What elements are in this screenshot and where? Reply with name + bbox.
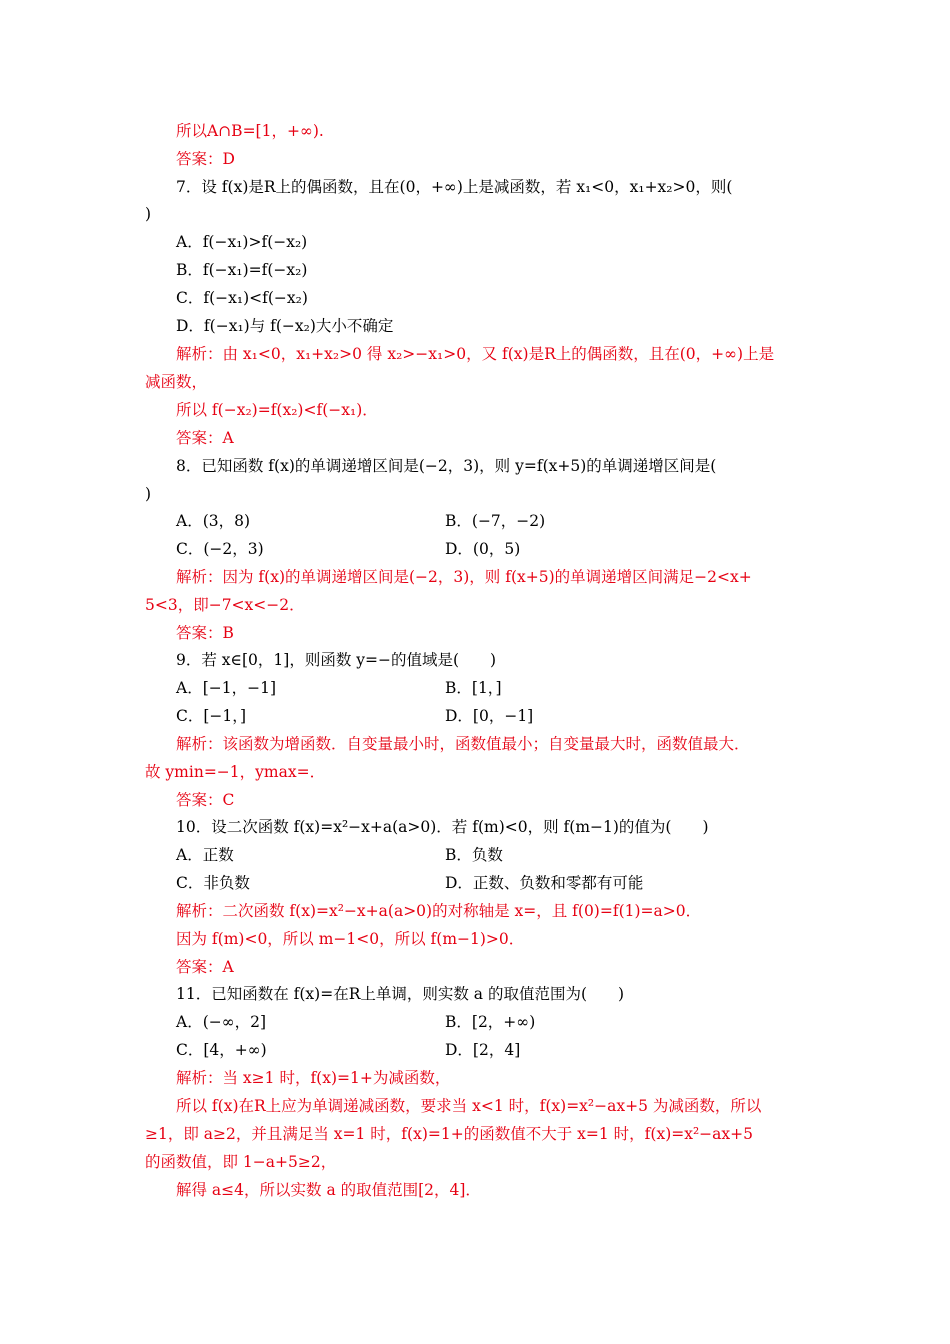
analysis-line: 5<3，即−7<x<−2． <box>145 596 305 614</box>
analysis-line: 的函数值，即 1−a+5≥2， <box>145 1153 337 1171</box>
option-a: A．(−∞，2] <box>176 1013 267 1031</box>
question-8: 8．已知函数 f(x)的单调递增区间是(−2，3)，则 y=f(x+5)的单调递增区间是( <box>176 457 717 475</box>
question-11: 11．已知函数在 f(x)=在R上单调，则实数 a 的取值范围为( ) <box>176 985 625 1003</box>
analysis-line: 解得 a≤4，所以实数 a 的取值范围[2，4]． <box>176 1181 481 1199</box>
option-c: C．非负数 <box>176 874 250 892</box>
question-7-paren: ) <box>145 205 152 223</box>
option-b: B．[2，+∞) <box>445 1013 536 1031</box>
analysis-line: 解析：二次函数 f(x)=x²−x+a(a>0)的对称轴是 x=，且 f(0)=f(1)=a>0． <box>176 902 702 920</box>
analysis-line: 减函数， <box>145 373 208 391</box>
option-a: A．f(−x₁)>f(−x₂) <box>176 233 308 251</box>
analysis-line: 解析：当 x≥1 时，f(x)=1+为减函数， <box>176 1069 451 1087</box>
option-a: A．(3，8) <box>176 512 251 530</box>
option-a: A．[−1，−1] <box>176 679 276 697</box>
analysis-line: 解析：该函数为增函数．自变量最小时，函数值最小；自变量最大时，函数值最大． <box>176 735 750 753</box>
analysis-line: 解析：因为 f(x)的单调递增区间是(−2，3)，则 f(x+5)的单调递增区间满足−2<x+ <box>176 568 752 586</box>
option-b: B．负数 <box>445 846 503 864</box>
analysis-line: 故 ymin=−1，ymax=． <box>145 763 326 781</box>
answer-line: 答案：C <box>176 791 235 809</box>
analysis-line: 因为 f(m)<0，所以 m−1<0，所以 f(m−1)>0． <box>176 930 525 948</box>
option-c: C．[−1，] <box>176 707 247 725</box>
option-b: B．[1，] <box>445 679 502 697</box>
answer-line: 答案：A <box>176 958 234 976</box>
option-d: D．f(−x₁)与 f(−x₂)大小不确定 <box>176 317 394 335</box>
option-d: D．[0，−1] <box>445 707 534 725</box>
question-9: 9．若 x∈[0，1]，则函数 y=−的值域是( ) <box>176 651 497 669</box>
analysis-line: 所以 f(−x₂)=f(x₂)<f(−x₁)． <box>176 401 378 419</box>
answer-line: 答案：D <box>176 150 235 168</box>
option-a: A．正数 <box>176 846 234 864</box>
answer-line: 答案：A <box>176 429 234 447</box>
question-8-paren: ) <box>145 485 152 503</box>
answer-line: 答案：B <box>176 624 234 642</box>
option-b: B．f(−x₁)=f(−x₂) <box>176 261 308 279</box>
analysis-line: ≥1，即 a≥2，并且满足当 x=1 时，f(x)=1+的函数值不大于 x=1 时，f(x)=x²−ax+5 <box>145 1125 753 1143</box>
option-d: D．正数、负数和零都有可能 <box>445 874 644 892</box>
analysis-line: 解析：由 x₁<0，x₁+x₂>0 得 x₂>−x₁>0，又 f(x)是R上的偶函数，且在(0，+∞)上是 <box>176 345 775 363</box>
option-d: D．(0，5) <box>445 540 521 558</box>
analysis-line: 所以 f(x)在R上应为单调递减函数，要求当 x<1 时，f(x)=x²−ax+5 为减函数，所以 <box>176 1097 762 1115</box>
option-c: C．f(−x₁)<f(−x₂) <box>176 289 308 307</box>
option-d: D．[2，4] <box>445 1041 521 1059</box>
question-7: 7．设 f(x)是R上的偶函数，且在(0，+∞)上是减函数，若 x₁<0，x₁+x₂>0，则( <box>176 178 733 196</box>
question-10: 10．设二次函数 f(x)=x²−x+a(a>0)．若 f(m)<0，则 f(m−1)的值为( ) <box>176 818 709 836</box>
option-c: C．(−2，3) <box>176 540 264 558</box>
option-c: C．[4，+∞) <box>176 1041 267 1059</box>
option-b: B．(−7，−2) <box>445 512 546 530</box>
text-line: 所以A∩B=[1，+∞). <box>176 122 324 140</box>
